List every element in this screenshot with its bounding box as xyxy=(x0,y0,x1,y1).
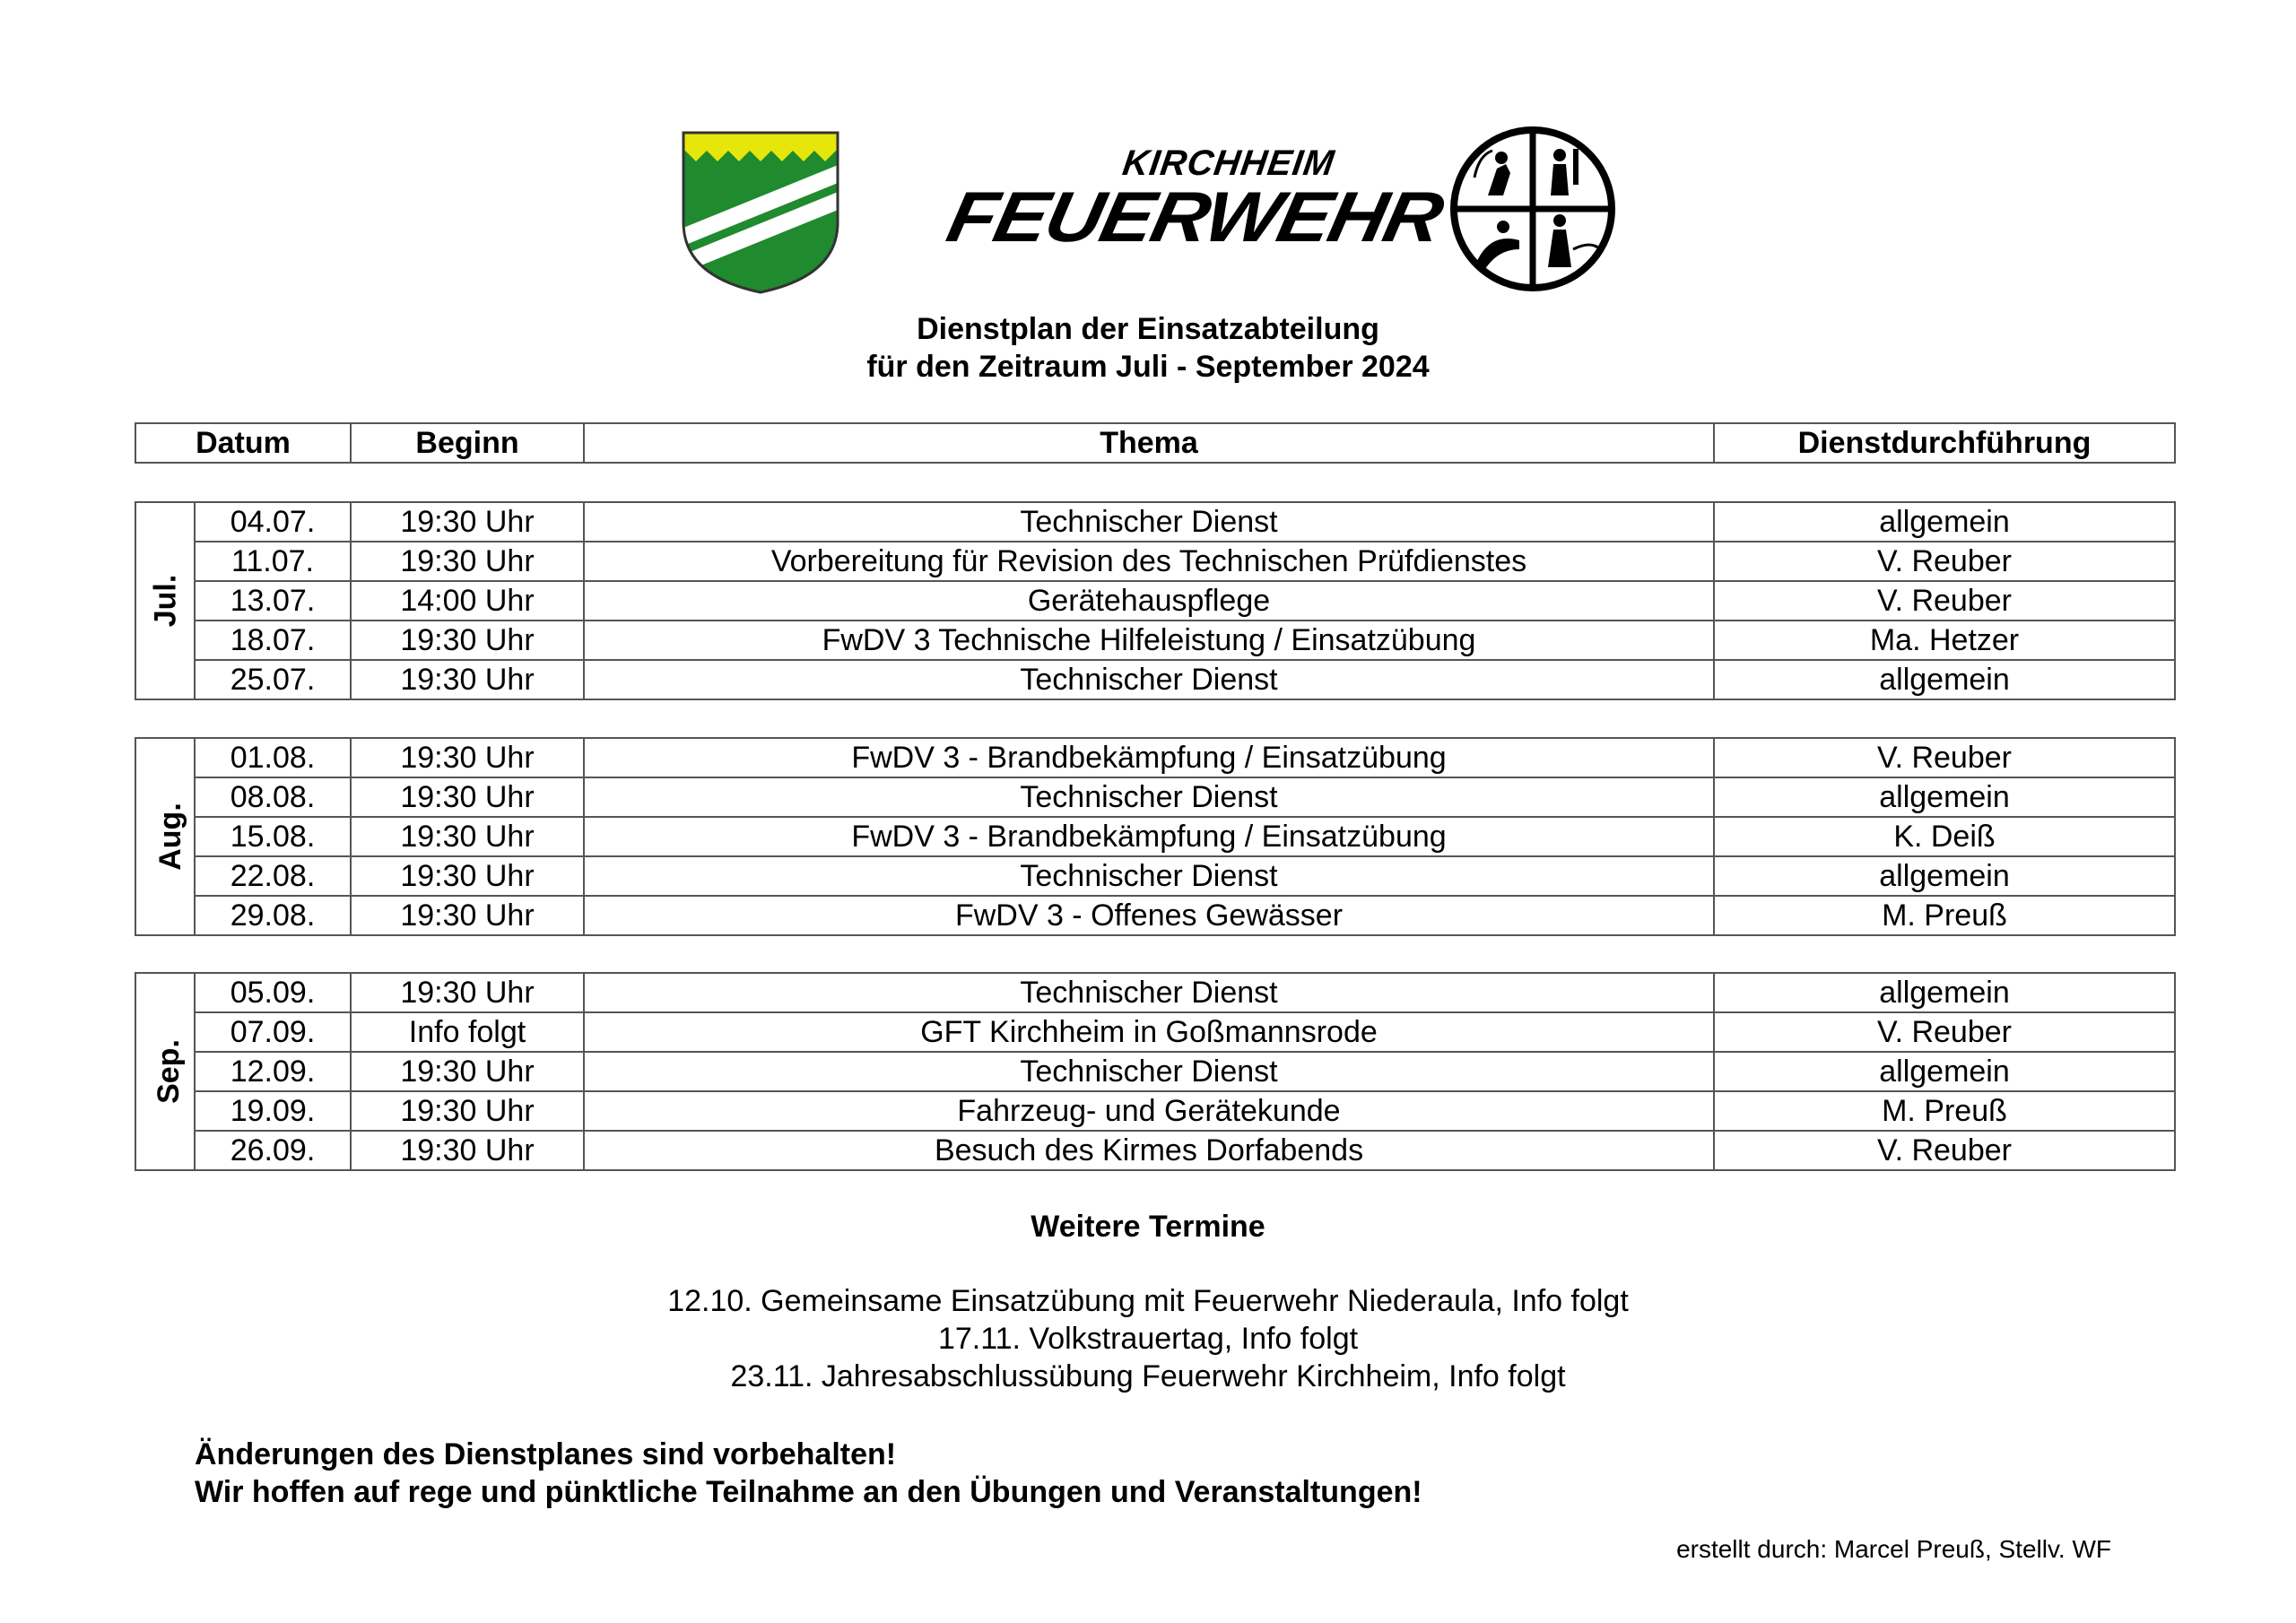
municipal-crest-icon xyxy=(674,124,847,296)
cell-lead: allgemein xyxy=(1714,777,2175,817)
month-label-text: Aug. xyxy=(152,803,187,871)
cell-lead: allgemein xyxy=(1714,856,2175,896)
notice-participation: Wir hoffen auf rege und pünktliche Teilnahme an den Übungen und Veranstaltungen! xyxy=(195,1475,1422,1509)
schedule-header xyxy=(135,422,2176,464)
month-label-text: Sep. xyxy=(151,1039,186,1104)
logo-header xyxy=(0,124,2296,303)
cell-start: Info folgt xyxy=(351,1012,584,1052)
month-label xyxy=(135,502,195,699)
header-thema: Thema xyxy=(584,423,1714,463)
table-row xyxy=(135,738,2175,777)
cell-lead: Ma. Hetzer xyxy=(1714,621,2175,660)
cell-lead: allgemein xyxy=(1714,660,2175,699)
cell-start: 19:30 Uhr xyxy=(351,738,584,777)
cell-start: 19:30 Uhr xyxy=(351,817,584,856)
cell-date: 07.09. xyxy=(195,1012,351,1052)
cell-lead: V. Reuber xyxy=(1714,1012,2175,1052)
table-row xyxy=(135,777,2175,817)
cell-start: 19:30 Uhr xyxy=(351,621,584,660)
notice-changes: Änderungen des Dienstplanes sind vorbehalten! xyxy=(195,1437,897,1471)
fire-brigade-emblem-icon xyxy=(1448,124,1618,294)
further-date-item: 12.10. Gemeinsame Einsatzübung mit Feuerwehr Niederaula, Info folgt xyxy=(667,1284,1629,1318)
cell-start: 19:30 Uhr xyxy=(351,1131,584,1170)
cell-topic: Technischer Dienst xyxy=(584,1052,1714,1091)
cell-start: 19:30 Uhr xyxy=(351,502,584,542)
wordmark-large: FEUERWEHR xyxy=(940,176,1449,256)
table-row xyxy=(135,1052,2175,1091)
cell-topic: Vorbereitung für Revision des Technischen Prüfdienstes xyxy=(584,542,1714,581)
table-row xyxy=(135,502,2175,542)
cell-date: 15.08. xyxy=(195,817,351,856)
cell-date: 19.09. xyxy=(195,1091,351,1131)
cell-lead: allgemein xyxy=(1714,1052,2175,1091)
month-table-sep xyxy=(135,972,2176,1171)
cell-topic: FwDV 3 - Brandbekämpfung / Einsatzübung xyxy=(584,738,1714,777)
author-credit: erstellt durch: Marcel Preuß, Stellv. WF xyxy=(1676,1535,2111,1563)
cell-start: 14:00 Uhr xyxy=(351,581,584,621)
cell-start: 19:30 Uhr xyxy=(351,1091,584,1131)
page-title: Dienstplan der Einsatzabteilung xyxy=(917,312,1379,346)
cell-lead: allgemein xyxy=(1714,973,2175,1012)
cell-topic: Gerätehauspflege xyxy=(584,581,1714,621)
cell-date: 29.08. xyxy=(195,896,351,935)
cell-topic: Technischer Dienst xyxy=(584,973,1714,1012)
table-row xyxy=(135,621,2175,660)
cell-date: 05.09. xyxy=(195,973,351,1012)
cell-date: 08.08. xyxy=(195,777,351,817)
table-row xyxy=(135,896,2175,935)
cell-lead: V. Reuber xyxy=(1714,581,2175,621)
cell-start: 19:30 Uhr xyxy=(351,542,584,581)
further-dates-title: Weitere Termine xyxy=(1031,1210,1265,1244)
table-row xyxy=(135,856,2175,896)
cell-topic: GFT Kirchheim in Goßmannsrode xyxy=(584,1012,1714,1052)
cell-date: 12.09. xyxy=(195,1052,351,1091)
table-row xyxy=(135,973,2175,1012)
cell-topic: FwDV 3 - Offenes Gewässer xyxy=(584,896,1714,935)
cell-start: 19:30 Uhr xyxy=(351,856,584,896)
cell-date: 04.07. xyxy=(195,502,351,542)
cell-topic: Technischer Dienst xyxy=(584,856,1714,896)
cell-topic: FwDV 3 - Brandbekämpfung / Einsatzübung xyxy=(584,817,1714,856)
cell-date: 18.07. xyxy=(195,621,351,660)
header-datum: Datum xyxy=(135,423,351,463)
cell-topic: Technischer Dienst xyxy=(584,502,1714,542)
table-row xyxy=(135,542,2175,581)
cell-lead: V. Reuber xyxy=(1714,542,2175,581)
cell-lead: K. Deiß xyxy=(1714,817,2175,856)
cell-date: 01.08. xyxy=(195,738,351,777)
feuerwehr-wordmark xyxy=(940,143,1449,278)
cell-start: 19:30 Uhr xyxy=(351,896,584,935)
cell-lead: V. Reuber xyxy=(1714,1131,2175,1170)
header-beginn: Beginn xyxy=(351,423,584,463)
cell-lead: M. Preuß xyxy=(1714,1091,2175,1131)
month-table-aug xyxy=(135,737,2176,936)
cell-date: 11.07. xyxy=(195,542,351,581)
cell-topic: Besuch des Kirmes Dorfabends xyxy=(584,1131,1714,1170)
cell-topic: Technischer Dienst xyxy=(584,777,1714,817)
table-row xyxy=(135,1131,2175,1170)
table-row xyxy=(135,1012,2175,1052)
cell-topic: Technischer Dienst xyxy=(584,660,1714,699)
table-row xyxy=(135,817,2175,856)
table-row xyxy=(135,1091,2175,1131)
month-label-text: Jul. xyxy=(147,574,182,628)
cell-start: 19:30 Uhr xyxy=(351,1052,584,1091)
month-label xyxy=(135,973,195,1170)
cell-start: 19:30 Uhr xyxy=(351,660,584,699)
further-date-item: 17.11. Volkstrauertag, Info folgt xyxy=(937,1322,1359,1356)
cell-lead: V. Reuber xyxy=(1714,738,2175,777)
table-row xyxy=(135,660,2175,699)
wordmark-small: KIRCHHEIM xyxy=(1120,143,1338,183)
further-date-item: 23.11. Jahresabschlussübung Feuerwehr Kirchheim, Info folgt xyxy=(730,1359,1566,1393)
month-label xyxy=(135,738,195,935)
cell-topic: Fahrzeug- und Gerätekunde xyxy=(584,1091,1714,1131)
cell-start: 19:30 Uhr xyxy=(351,973,584,1012)
cell-lead: M. Preuß xyxy=(1714,896,2175,935)
table-row xyxy=(135,581,2175,621)
cell-date: 13.07. xyxy=(195,581,351,621)
cell-date: 22.08. xyxy=(195,856,351,896)
month-table-jul xyxy=(135,501,2176,700)
page-subtitle: für den Zeitraum Juli - September 2024 xyxy=(866,350,1430,384)
header-dienstdurchfuehrung: Dienstdurchführung xyxy=(1714,423,2175,463)
cell-topic: FwDV 3 Technische Hilfeleistung / Einsatzübung xyxy=(584,621,1714,660)
cell-date: 25.07. xyxy=(195,660,351,699)
cell-date: 26.09. xyxy=(195,1131,351,1170)
cell-lead: allgemein xyxy=(1714,502,2175,542)
cell-start: 19:30 Uhr xyxy=(351,777,584,817)
